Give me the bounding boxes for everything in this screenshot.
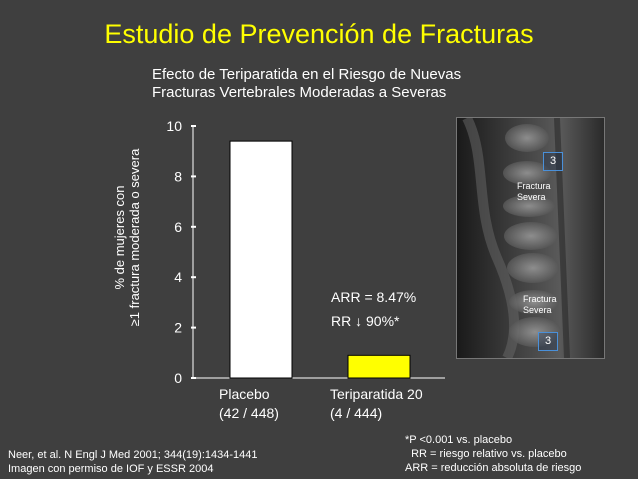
fracture-grade-badge-top: 3 (543, 152, 563, 171)
y-tick-label: 2 (174, 319, 182, 336)
footnote-line-2: RR = riesgo relativo vs. placebo (405, 448, 567, 460)
x-category-teriparatide (330, 385, 423, 423)
bar-teriparatide (348, 355, 410, 378)
x-category-counts: (42 / 448) (219, 405, 279, 421)
y-tick-label: 4 (174, 269, 182, 286)
y-tick-label: 8 (174, 168, 182, 185)
y-tick-label: 0 (174, 370, 182, 386)
footnote-line-3: ARR = reducción absoluta de riesgo (405, 462, 582, 474)
y-tick-label: 6 (174, 218, 182, 235)
subtitle-line-2: Fracturas Vertebrales Moderadas a Severas (152, 84, 447, 101)
xray-picture (457, 118, 604, 358)
y-axis-label-line-1: % de mujeres con (112, 185, 127, 290)
bar-placebo (230, 141, 292, 378)
slide-title: Estudio de Prevención de Fracturas (104, 19, 534, 49)
fracture-grade-badge-bottom: 3 (538, 332, 558, 351)
fracture-label-bottom: Fractura Severa (523, 294, 557, 315)
footnotes (405, 433, 581, 475)
y-tick-label: 10 (166, 118, 182, 134)
arr-annotation: ARR = 8.47% (331, 289, 417, 305)
citation-line-1: Neer, et al. N Engl J Med 2001; 344(19):1434-1441 (8, 449, 258, 461)
subtitle-line-1: Efecto de Teriparatida en el Riesgo de Nuevas (152, 66, 462, 83)
fracture-label-top: Fractura Severa (517, 181, 551, 202)
x-category-placebo (219, 385, 279, 423)
x-category-counts: (4 / 444) (330, 405, 383, 421)
spine-xray-image (456, 117, 605, 359)
footnote-line-1: *P <0.001 vs. placebo (405, 434, 513, 446)
y-axis-label-line-2: ≥1 fractura moderada o severa (127, 148, 142, 327)
citation-line-2: Imagen con permiso de IOF y ESSR 2004 (8, 463, 214, 475)
rr-annotation: RR ↓ 90%* (331, 313, 400, 329)
citation (8, 448, 258, 476)
x-category-label: Placebo (219, 386, 270, 402)
x-category-label: Teriparatida 20 (330, 386, 423, 402)
